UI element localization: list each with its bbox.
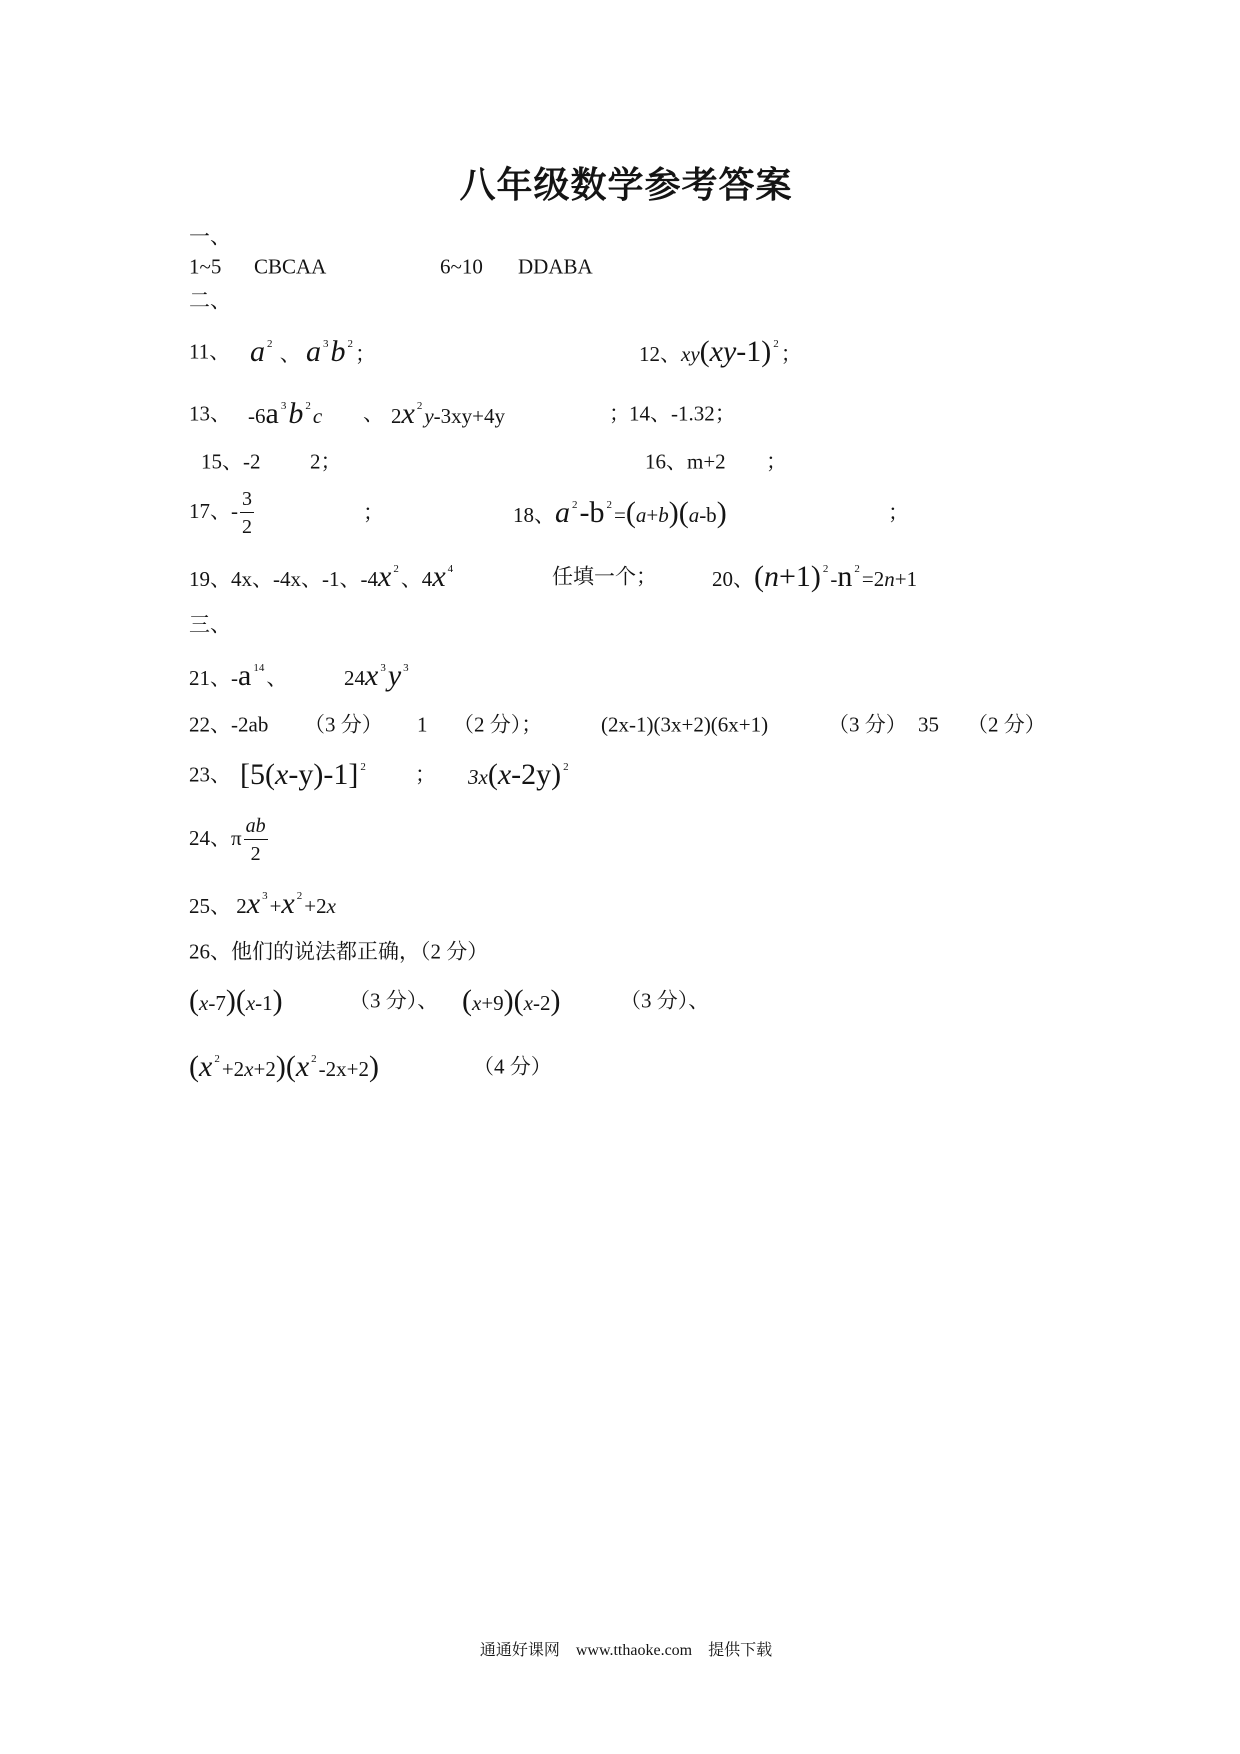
math-superscript: 2 xyxy=(296,890,303,902)
math-variable: x xyxy=(365,659,379,692)
math-text: -3xy+4y xyxy=(433,404,505,428)
math-fraction xyxy=(240,488,254,538)
math-symbol: ( xyxy=(285,1050,296,1083)
math-text: （3 分） xyxy=(304,712,383,737)
math-symbol: a xyxy=(238,659,252,692)
math-symbol: ( xyxy=(625,496,636,529)
math-text: +2 xyxy=(304,894,327,918)
math-variable: y xyxy=(387,659,402,692)
math-superscript: 2 xyxy=(267,338,273,350)
q12-answer xyxy=(639,337,802,367)
math-text: =2 xyxy=(861,567,885,591)
math-superscript: 2 xyxy=(416,400,423,412)
q22-score-b xyxy=(453,712,543,737)
math-variable: n xyxy=(884,567,895,591)
q22-answer-c xyxy=(601,712,769,737)
math-text: （2 分） xyxy=(967,712,1046,737)
math-superscript: 14 xyxy=(253,662,265,674)
q22-answer-d xyxy=(918,712,939,737)
math-text: 1 xyxy=(417,712,428,737)
math-superscript: 2 xyxy=(572,499,578,511)
math-variable: x xyxy=(497,758,512,791)
math-symbol: ( xyxy=(678,496,689,529)
math-symbol: ( xyxy=(462,984,472,1017)
math-symbol: ) xyxy=(810,560,821,593)
q17-end xyxy=(363,500,384,525)
math-variable: b xyxy=(288,397,304,430)
math-variable: y xyxy=(424,404,434,428)
fraction-numerator: 3 xyxy=(240,488,254,513)
math-variable: b xyxy=(330,335,346,368)
q17-answer xyxy=(189,488,254,538)
q21-answer-part2 xyxy=(344,661,411,691)
q26-factor-2 xyxy=(462,986,561,1016)
part3-heading: 三、 xyxy=(189,612,231,637)
math-text: 18、 xyxy=(513,503,555,527)
math-superscript: 3 xyxy=(403,662,409,674)
math-text: ； xyxy=(780,342,802,366)
q22-answer-a xyxy=(189,712,269,737)
math-text: 2； xyxy=(310,449,342,474)
math-text: -2x+2 xyxy=(318,1057,370,1081)
fraction-numerator: ab xyxy=(244,815,268,840)
math-superscript: 4 xyxy=(447,563,454,575)
math-text: 13、 xyxy=(189,401,231,426)
math-text: ； xyxy=(609,401,630,426)
math-variable: x xyxy=(245,991,256,1015)
math-variable: x xyxy=(199,991,209,1015)
math-superscript: 2 xyxy=(773,338,779,350)
math-superscript: 2 xyxy=(854,563,860,575)
math-variable: c xyxy=(312,404,323,428)
math-text: (2x-1)(3x+2)(6x+1) xyxy=(601,712,769,737)
math-variable: a xyxy=(250,335,265,368)
math-text: 12、 xyxy=(639,342,681,366)
math-variable: x xyxy=(199,1050,213,1083)
math-variable: x xyxy=(295,1050,310,1083)
q18-answer xyxy=(513,498,727,528)
math-superscript: 2 xyxy=(563,761,569,773)
math-text: 16、m+2 xyxy=(645,449,726,474)
math-symbol: ) xyxy=(225,984,236,1017)
math-text: -2 xyxy=(533,991,551,1015)
math-text: 22、-2ab xyxy=(189,712,269,737)
math-symbol: ) xyxy=(272,984,283,1017)
math-symbol: -2y xyxy=(511,758,552,791)
q13-end xyxy=(609,401,630,426)
math-symbol: -1 xyxy=(323,758,349,791)
q16-end xyxy=(766,449,787,474)
math-text: -6 xyxy=(248,404,266,428)
math-variable: 3x xyxy=(468,765,488,789)
q22-score-a xyxy=(304,712,383,737)
math-variable: x xyxy=(377,560,392,593)
math-symbol: ] xyxy=(348,758,359,791)
math-symbol: ) xyxy=(275,1050,286,1083)
q19-note xyxy=(552,564,657,589)
math-text: （2 分）； xyxy=(453,712,543,737)
page-title: 八年级数学参考答案 xyxy=(459,165,793,206)
q20-answer xyxy=(712,562,917,592)
q15-answer-part2 xyxy=(310,449,342,474)
math-symbol: ) xyxy=(369,1050,380,1083)
math-text: +2 xyxy=(253,1057,276,1081)
math-text: + xyxy=(646,503,659,527)
fraction-denominator: 2 xyxy=(242,516,252,538)
math-text: （3 分）、 xyxy=(620,988,710,1013)
math-text: -7 xyxy=(208,991,226,1015)
q26-factor-1 xyxy=(189,986,283,1016)
math-symbol: ( xyxy=(265,758,275,791)
math-variable: xy xyxy=(709,335,737,368)
q26-factor-1-score xyxy=(349,988,439,1013)
q26-factor-3-score xyxy=(473,1054,552,1079)
q13-answer-part1 xyxy=(248,399,322,429)
q22-score-d xyxy=(967,712,1046,737)
math-variable: a xyxy=(306,335,321,368)
math-text: 23、 xyxy=(189,762,231,787)
math-variable: n xyxy=(764,560,779,593)
math-variable: xy xyxy=(681,342,700,366)
math-text: -b xyxy=(699,503,717,527)
math-text: 、4 xyxy=(400,567,433,591)
part1-answers-a: CBCAA xyxy=(254,254,327,279)
math-text: 24、π xyxy=(189,825,242,850)
q14-answer xyxy=(629,401,736,426)
math-symbol: ( xyxy=(189,984,199,1017)
math-superscript: 3 xyxy=(323,338,329,350)
math-variable: a xyxy=(688,503,700,527)
math-text: +2 xyxy=(221,1057,245,1081)
math-superscript: 2 xyxy=(214,1053,220,1065)
math-text: （3 分） xyxy=(828,712,907,737)
math-superscript: 2 xyxy=(311,1053,317,1065)
math-text: 20、 xyxy=(712,567,754,591)
math-symbol: ( xyxy=(513,984,524,1017)
math-text: 14、-1.32； xyxy=(629,401,736,426)
q23-answer-part1 xyxy=(240,760,368,790)
q18-end xyxy=(888,500,909,525)
part1-answers-b: DDABA xyxy=(518,254,593,279)
math-text: 17、- xyxy=(189,498,238,523)
math-symbol: ( xyxy=(487,758,498,791)
q13-label xyxy=(189,401,231,426)
math-symbol: ( xyxy=(699,335,710,368)
math-superscript: 2 xyxy=(347,338,353,350)
math-symbol: ) xyxy=(550,984,561,1017)
math-symbol: ( xyxy=(235,984,246,1017)
math-variable: x xyxy=(326,894,336,918)
q13-separator xyxy=(363,401,384,426)
math-fraction xyxy=(244,815,268,865)
q23-separator xyxy=(415,762,436,787)
math-text: （4 分） xyxy=(473,1054,552,1079)
math-text: +9 xyxy=(481,991,504,1015)
math-superscript: 3 xyxy=(380,662,386,674)
math-symbol: ) xyxy=(551,758,562,791)
math-variable: a xyxy=(555,496,570,529)
math-symbol: ( xyxy=(754,560,764,593)
math-superscript: 2 xyxy=(822,563,829,575)
math-symbol: [ xyxy=(240,758,250,791)
math-text: 24 xyxy=(344,666,365,690)
math-variable: x xyxy=(244,1057,254,1081)
math-superscript: 2 xyxy=(393,563,399,575)
math-superscript: 3 xyxy=(262,890,268,902)
q26-answer xyxy=(189,939,489,964)
part1-range-b: 6~10 xyxy=(440,254,483,279)
math-symbol: ) xyxy=(313,758,324,791)
math-text: -1 xyxy=(255,991,273,1015)
math-text: 2 xyxy=(391,404,402,428)
q11-label xyxy=(189,339,231,364)
math-text: 21、- xyxy=(189,666,238,690)
q23-answer-part2 xyxy=(468,760,571,790)
math-variable: x xyxy=(401,397,415,430)
math-text: 11、 xyxy=(189,339,231,364)
q13-answer-part2 xyxy=(391,399,505,429)
math-text: ； xyxy=(888,500,909,525)
q26-factor-3 xyxy=(189,1052,379,1082)
q15-answer-part1 xyxy=(201,449,261,474)
math-symbol: n xyxy=(837,560,853,593)
math-symbol: -y xyxy=(288,758,314,791)
math-symbol: a xyxy=(265,397,279,430)
math-text: 、 xyxy=(363,401,384,426)
part2-heading: 二、 xyxy=(189,288,231,313)
q22-score-c xyxy=(828,712,907,737)
q19-answer xyxy=(189,562,455,592)
q23-label xyxy=(189,762,231,787)
math-text: ； xyxy=(355,342,376,366)
math-text: +1 xyxy=(894,567,918,591)
math-text: 15、-2 xyxy=(201,449,261,474)
math-text: 任填一个； xyxy=(552,564,657,589)
math-text: 26、他们的说法都正确，（2 分） xyxy=(189,939,489,964)
math-symbol: ) xyxy=(668,496,679,529)
math-symbol: 5 xyxy=(250,758,265,791)
math-text: 35 xyxy=(918,712,939,737)
math-text: ； xyxy=(766,449,787,474)
math-text: （3 分）、 xyxy=(349,988,439,1013)
math-text: = xyxy=(614,503,626,527)
q26-factor-2-score xyxy=(620,988,710,1013)
math-symbol: ( xyxy=(189,1050,199,1083)
math-text: ； xyxy=(415,762,436,787)
fraction-denominator: 2 xyxy=(250,843,261,865)
math-symbol: ) xyxy=(503,984,514,1017)
math-text: 、 xyxy=(274,342,306,366)
part1-range-a: 1~5 xyxy=(189,254,222,279)
math-symbol: ) xyxy=(716,496,727,529)
math-variable: x xyxy=(281,887,295,920)
math-superscript: 2 xyxy=(305,400,311,412)
q16-answer xyxy=(645,449,726,474)
math-variable: x xyxy=(523,991,533,1015)
math-superscript: 3 xyxy=(280,400,287,412)
math-variable: x xyxy=(472,991,482,1015)
footer-credit: 通通好课网 www.tthaoke.com 提供下载 xyxy=(479,1642,773,1659)
math-text: 25、 2 xyxy=(189,894,247,918)
math-symbol: +1 xyxy=(779,560,811,593)
math-text: 19、4x、-4x、-1、-4 xyxy=(189,567,378,591)
math-symbol: -1 xyxy=(736,335,762,368)
math-variable: b xyxy=(658,503,669,527)
math-text: ； xyxy=(363,500,384,525)
math-text: - xyxy=(830,567,838,591)
math-variable: x xyxy=(432,560,446,593)
math-variable: x xyxy=(246,887,261,920)
math-text: + xyxy=(269,894,282,918)
q11-answer xyxy=(250,337,376,367)
math-variable: x xyxy=(275,758,289,791)
math-symbol: ) xyxy=(761,335,772,368)
q24-answer xyxy=(189,815,268,865)
part1-heading: 一、 xyxy=(189,224,231,249)
q25-answer xyxy=(189,889,336,919)
math-variable: a xyxy=(635,503,647,527)
math-symbol: -b xyxy=(579,496,605,529)
q21-answer-part1 xyxy=(189,661,287,691)
q22-answer-b xyxy=(417,712,428,737)
math-superscript: 2 xyxy=(606,499,612,511)
math-text: 、 xyxy=(266,666,288,690)
math-superscript: 2 xyxy=(360,761,366,773)
